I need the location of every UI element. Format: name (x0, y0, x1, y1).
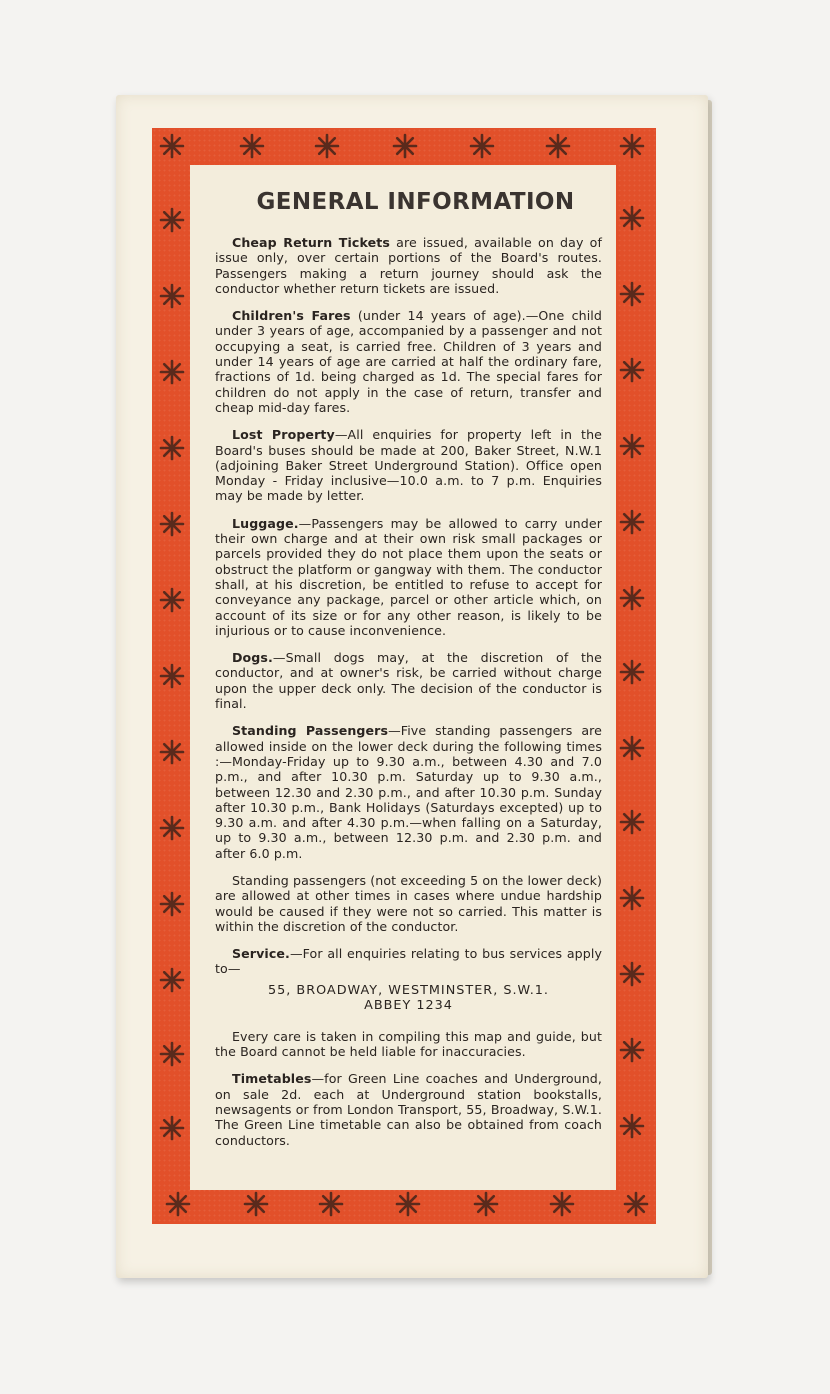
eight-point-star-icon (314, 133, 340, 159)
section-timetables (215, 1071, 602, 1147)
eight-point-star-icon (619, 433, 645, 459)
eight-point-star-icon (159, 891, 185, 917)
eight-point-star-icon (318, 1191, 344, 1217)
eight-point-star-icon (619, 1113, 645, 1139)
eight-point-star-icon (159, 283, 185, 309)
eight-point-star-icon (392, 133, 418, 159)
section-text: —For all enquiries relating to bus services apply to— (215, 946, 602, 977)
eight-point-star-icon (395, 1191, 421, 1217)
section-lead: Dogs. (232, 650, 273, 666)
section-childrens-fares (215, 308, 602, 415)
eight-point-star-icon (619, 1037, 645, 1063)
eight-point-star-icon (619, 281, 645, 307)
eight-point-star-icon (619, 509, 645, 535)
page-title: GENERAL INFORMATION (256, 189, 575, 215)
eight-point-star-icon (619, 735, 645, 761)
section-luggage (215, 516, 602, 638)
section-cheap-return (215, 235, 602, 296)
eight-point-star-icon (619, 809, 645, 835)
eight-point-star-icon (159, 663, 185, 689)
section-text: Every care is taken in compiling this map and guide, but the Board cannot be held liable for inaccuracies. (215, 1028, 602, 1060)
section-lead: Service. (232, 946, 290, 962)
eight-point-star-icon (159, 967, 185, 993)
address-line: 55, BROADWAY, WESTMINSTER, S.W.1. (268, 982, 549, 998)
eight-point-star-icon (619, 961, 645, 987)
info-panel (190, 165, 616, 1190)
eight-point-star-icon (619, 357, 645, 383)
eight-point-star-icon (159, 1115, 185, 1141)
section-text: are issued, available on day of issue only, over certain portions of the Board's routes. Passengers making a return journey should ask the conductor whether return tickets are issued. (215, 235, 602, 296)
section-service (215, 946, 602, 977)
section-dogs (215, 650, 602, 711)
section-lead: Lost Property (232, 427, 335, 443)
section-standing-passengers (215, 723, 602, 861)
eight-point-star-icon (159, 1041, 185, 1067)
section-text: —for Green Line coaches and Underground, on sale 2d. each at Underground station bookstalls, newsagents or from London Transport, 55, Broadway, S.W.1. The Green Line timetable can also be obtained from coach conductors. (215, 1071, 602, 1148)
section-text: —Passengers may be allowed to carry under their own charge and at their own risk small packages or parcels provided they do not place them upon the seats or obstruct the platform or gangway with them. The conductor shall, at his discretion, be entitled to refuse to accept for conveyance any package, parcel or other article which, on account of its size or for any other reason, is likely to be injurious or to cause inconvenience. (215, 515, 602, 638)
address-block (215, 983, 602, 1013)
eight-point-star-icon (239, 133, 265, 159)
eight-point-star-icon (469, 133, 495, 159)
eight-point-star-icon (159, 815, 185, 841)
eight-point-star-icon (619, 133, 645, 159)
section-lead: Children's Fares (232, 308, 351, 324)
eight-point-star-icon (545, 133, 571, 159)
section-text: —Small dogs may, at the discretion of the conductor, and at owner's risk, be carried without charge upon the upper deck only. The decision of the conductor is final. (215, 650, 602, 712)
section-lead: Timetables (232, 1071, 312, 1087)
eight-point-star-icon (165, 1191, 191, 1217)
section-text: Standing passengers (not exceeding 5 on the lower deck) are allowed at other times in cases where undue hardship would be caused if they were not so carried. This matter is within the discretion of the conductor. (215, 872, 602, 934)
section-text: —All enquiries for property left in the Board's buses should be made at 200, Baker Street, N.W.1 (adjoining Baker Street Underground Station). Office open Monday - Friday inclusive—10.0 a.m. to 7 p.m. Enquiries may be made by letter. (215, 427, 603, 504)
eight-point-star-icon (619, 205, 645, 231)
eight-point-star-icon (159, 133, 185, 159)
telephone-line: ABBEY 1234 (364, 997, 453, 1013)
section-lead: Cheap Return Tickets (232, 235, 390, 250)
eight-point-star-icon (159, 511, 185, 537)
section-text: (under 14 years of age).—One child under 3 years of age, accompanied by a passenger and not occupying a seat, is carried free. Children of 3 years and under 14 years of age are carried at half the ordinary fare, fractions of 1d. being charged as 1d. The special fares for children do not apply in the case of return, transfer and cheap mid-day fares. (215, 308, 602, 415)
section-text: —Five standing passengers are allowed inside on the lower deck during the following times :—Monday-Friday up to 9.30 a.m., between 4.30 and 7.0 p.m., and after 10.30 p.m. Saturday up to 9.30 a.m., between 12.30 and 2.30 p.m., and after 10.30 p.m. Sunday after 10.30 p.m., Bank Holidays (Saturdays excepted) up to 9.30 a.m. and after 4.30 p.m.—when falling on a Saturday, up to 9.30 a.m., between 12.30 p.m. and 2.30 p.m. and after 6.0 p.m. (215, 723, 602, 861)
eight-point-star-icon (159, 739, 185, 765)
eight-point-star-icon (549, 1191, 575, 1217)
eight-point-star-icon (619, 659, 645, 685)
eight-point-star-icon (243, 1191, 269, 1217)
section-lost-property (215, 427, 602, 503)
section-disclaimer (215, 1029, 602, 1060)
eight-point-star-icon (159, 359, 185, 385)
eight-point-star-icon (159, 587, 185, 613)
eight-point-star-icon (619, 885, 645, 911)
eight-point-star-icon (473, 1191, 499, 1217)
eight-point-star-icon (623, 1191, 649, 1217)
eight-point-star-icon (619, 585, 645, 611)
section-standing-extra (215, 873, 602, 934)
section-lead: Standing Passengers (232, 723, 389, 739)
section-lead: Luggage. (232, 515, 299, 531)
eight-point-star-icon (159, 207, 185, 233)
eight-point-star-icon (159, 435, 185, 461)
